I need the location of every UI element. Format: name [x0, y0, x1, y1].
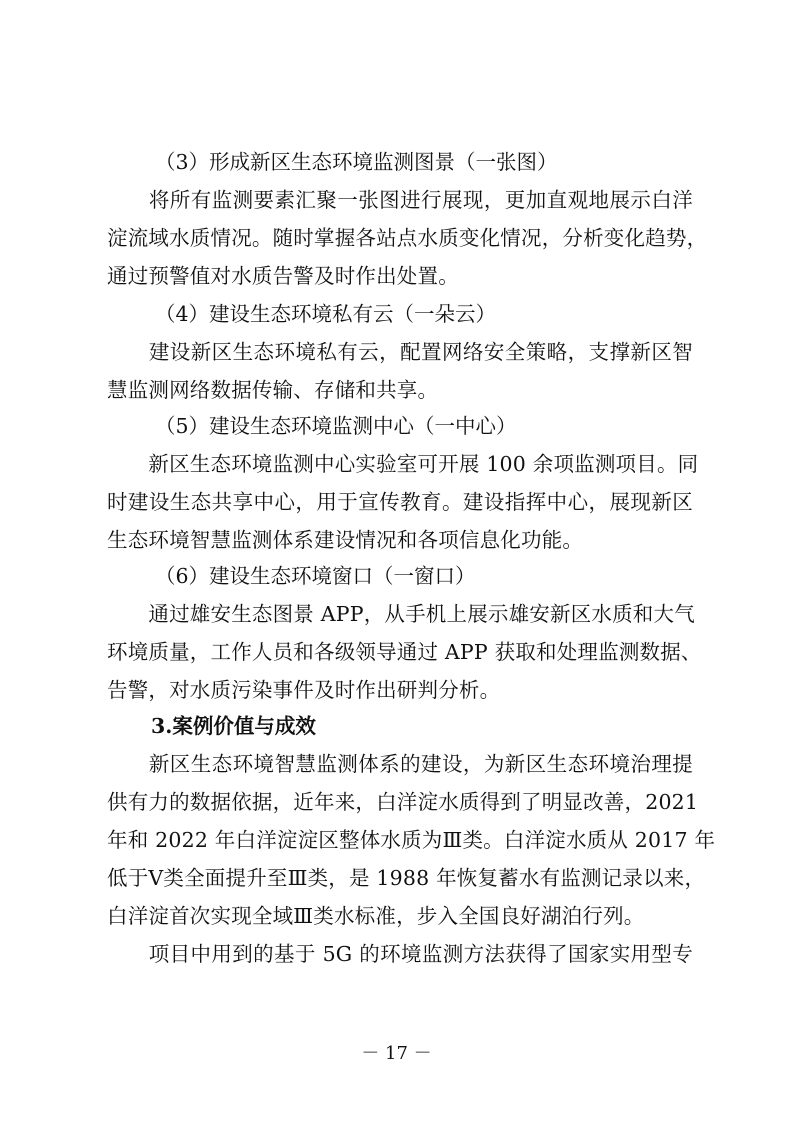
section-heading-5: （5）建设生态环境监测中心（一中心） [155, 414, 517, 438]
paragraph-line: 白洋淀首次实现全域Ⅲ类水标准，步入全国良好湖泊行列。 [107, 904, 645, 928]
paragraph-line: 新区生态环境智慧监测体系的建设，为新区生态环境治理提 [107, 752, 693, 776]
paragraph-line: 通过预警值对水质告警及时作出处置。 [107, 264, 459, 288]
paragraph-line: 告警，对水质污染事件及时作出研判分析。 [107, 678, 501, 702]
paragraph-line: 供有力的数据依据，近年来，白洋淀水质得到了明显改善，2021 [107, 790, 699, 814]
paragraph-line: 将所有监测要素汇聚一张图进行展现，更加直观地展示白洋 [107, 188, 693, 212]
paragraph-line: 年和 2022 年白洋淀淀区整体水质为Ⅲ类。白洋淀水质从 2017 年 [107, 828, 716, 852]
section-heading-6: （6）建设生态环境窗口（一窗口） [155, 564, 476, 588]
paragraph-line: 环境质量，工作人员和各级领导通过 APP 获取和处理监测数据、 [107, 640, 702, 664]
section-heading-4: （4）建设生态环境私有云（一朵云） [155, 302, 497, 326]
paragraph-line: 项目中用到的基于 5G 的环境监测方法获得了国家实用型专 [107, 942, 693, 966]
paragraph-line: 通过雄安生态图景 APP，从手机上展示雄安新区水质和大气 [107, 602, 695, 626]
paragraph-line: 建设新区生态环境私有云，配置网络安全策略，支撑新区智 [107, 340, 693, 364]
page-number: － 17 － [361, 1043, 432, 1064]
paragraph-line: 时建设生态共享中心，用于宣传教育。建设指挥中心，展现新区 [107, 490, 693, 514]
section-heading-3: （3）形成新区生态环境监测图景（一张图） [155, 150, 558, 174]
paragraph-line: 生态环境智慧监测体系建设情况和各项信息化功能。 [107, 528, 584, 552]
paragraph-line: 新区生态环境监测中心实验室可开展 100 余项监测项目。同 [107, 452, 699, 476]
paragraph-line: 慧监测网络数据传输、存储和共享。 [107, 378, 439, 402]
paragraph-line: 淀流域水质情况。随时掌握各站点水质变化情况，分析变化趋势， [107, 226, 708, 250]
case-value-heading: 3.案例价值与成效 [151, 714, 316, 738]
paragraph-line: 低于Ⅴ类全面提升至Ⅲ类，是 1988 年恢复蓄水有监测记录以来， [107, 866, 706, 890]
